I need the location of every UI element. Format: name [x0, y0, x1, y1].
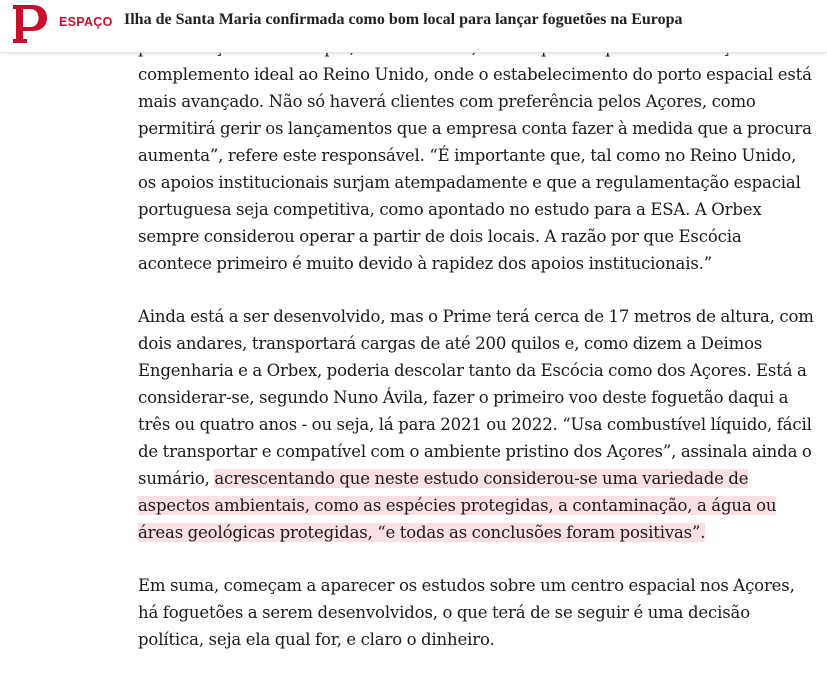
article-paragraph: Em suma, começam a aparecer os estudos sobre um centro espacial nos Açores, há foguetões a serem desenvolvidos, o que terá de se seguir é uma decisão política, seja ela qual for, e claro o dinheiro. — [138, 576, 795, 649]
article-body — [138, 34, 818, 677]
sticky-header — [0, 0, 827, 53]
paragraph-text: Ainda está a ser desenvolvido, mas o Prime terá cerca de 17 metros de altura, com dois andares, transportará cargas de até 200 quilos e, como dizem a Deimos Engenharia e a Orbex, poderia descolar tanto da Escócia como dos Açores. Está a considerar-se, segundo Nuno Ávila, fazer o primeiro voo deste foguetão daqui a três ou quatro anos - ou seja, lá para 2021 ou 2022. “Usa combustível líquido, fácil de transportar e compatível com o ambiente pristino dos Açores”, assinala ainda o sumário, — [138, 307, 814, 488]
article-paragraph — [138, 303, 818, 546]
article-paragraph: complemento ideal ao Reino Unido, onde o estabelecimento do porto espacial está mais avançado. Não só haverá clientes com preferência pelos Açores, como permitirá gerir os lançamentos que a empresa conta fazer à medida que a procura aumenta”, refere este responsável. “É importante que, tal como no Reino Unido, os apoios institucionais surjam atempadamente e que a regulamentação espacial portuguesa seja competitiva, como apontado no estudo para a ESA. A Orbex sempre considerou operar a partir de dois locais. A razão por que Escócia acontece primeiro é muito devido à rapidez dos apoios institucionais.” — [138, 65, 812, 273]
highlighted-quote[interactable]: acrescentando que neste estudo considerou-se uma variedade de aspectos ambientais, como as espécies protegidas, a contaminação, a água ou áreas geológicas protegidas, “e todas as conclusões foram positivas”. — [138, 469, 777, 542]
section-link-espaco[interactable]: ESPAÇO — [59, 15, 113, 29]
publico-logo-icon[interactable] — [12, 4, 48, 44]
article-headline: Ilha de Santa Maria confirmada como bom local para lançar foguetões na Europa — [124, 11, 683, 28]
